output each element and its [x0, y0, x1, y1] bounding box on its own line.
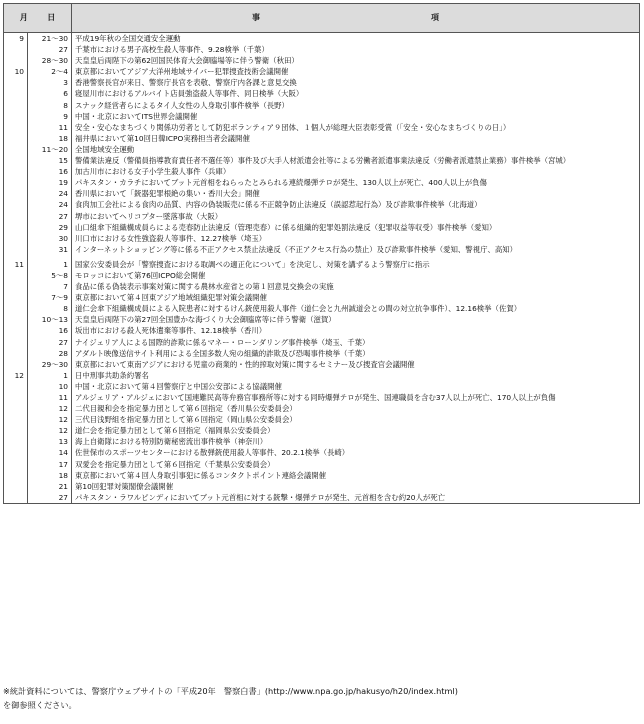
- cell-event: モロッコにおいて第76回ICPO総会開催: [72, 270, 640, 281]
- table-row: [4, 314, 640, 325]
- cell-day: 11～20: [28, 144, 72, 155]
- table-row: [4, 155, 640, 166]
- cell-day: 21: [28, 481, 72, 492]
- table-row: [4, 292, 640, 303]
- table-row: [4, 459, 640, 470]
- cell-day: 9: [28, 111, 72, 122]
- cell-month: [4, 44, 28, 55]
- cell-month: [4, 447, 28, 458]
- table-row: [4, 303, 640, 314]
- cell-day: 16: [28, 325, 72, 336]
- cell-day: 7: [28, 281, 72, 292]
- table-row: [4, 211, 640, 222]
- table-row: [4, 222, 640, 233]
- cell-day: 13: [28, 436, 72, 447]
- cell-event: 警備業法違反（警備員指導教育責任者不選任等）事件及び大手人材派遣会社等による労働者派遣事業法違反（労働者派遣禁止業務）事件検挙（宮城）: [72, 155, 640, 166]
- cell-event: 全国地域安全運動: [72, 144, 640, 155]
- cell-day: 12: [28, 425, 72, 436]
- cell-month: [4, 166, 28, 177]
- table-row: [4, 392, 640, 403]
- cell-day: 11: [28, 392, 72, 403]
- cell-day: 12: [28, 403, 72, 414]
- table-row: [4, 233, 640, 244]
- cell-month: [4, 292, 28, 303]
- cell-month: [4, 111, 28, 122]
- cell-month: [4, 122, 28, 133]
- cell-month: [4, 392, 28, 403]
- table-row: [4, 481, 640, 492]
- cell-day: 29～30: [28, 359, 72, 370]
- cell-day: 8: [28, 303, 72, 314]
- cell-month: [4, 492, 28, 504]
- table-row: [4, 244, 640, 255]
- cell-event: ナイジェリア人による国際的詐欺に係るマネー・ローンダリング事件検挙（埼玉、千葉）: [72, 337, 640, 348]
- cell-month: [4, 325, 28, 336]
- cell-day: 24: [28, 199, 72, 210]
- cell-event: 食肉加工会社による食肉の品質、内容の偽装販売に係る不正競争防止法違反（誤認惹起行為）及び詐欺事件検挙（北海道）: [72, 199, 640, 210]
- table-row: [4, 348, 640, 359]
- cell-day: 12: [28, 414, 72, 425]
- cell-event: 東京都において東南アジアにおける児童の商業的・性的搾取対策に関するセミナー及び捜査官会議開催: [72, 359, 640, 370]
- cell-day: 30: [28, 233, 72, 244]
- cell-month: [4, 100, 28, 111]
- cell-event: パキスタン・カラチにおいてブット元首相をねらったとみられる連続爆弾テロが発生、130人以上が死亡、400人以上が負傷: [72, 177, 640, 188]
- table-row: [4, 259, 640, 270]
- cell-month: [4, 337, 28, 348]
- cell-day: 11: [28, 122, 72, 133]
- cell-event: 第10回犯罪対策閣僚会議開催: [72, 481, 640, 492]
- cell-event: 堺市においてヘリコプター墜落事故（大阪）: [72, 211, 640, 222]
- cell-month: [4, 314, 28, 325]
- cell-day: 27: [28, 44, 72, 55]
- table-row: [4, 33, 640, 45]
- cell-month: [4, 144, 28, 155]
- header-event: [72, 4, 640, 33]
- header-month: 月: [19, 13, 28, 23]
- cell-day: 10～13: [28, 314, 72, 325]
- cell-month: [4, 348, 28, 359]
- header-event-a: 事: [252, 13, 260, 23]
- cell-event: 国家公安委員会が「警察捜査における取調べの適正化について」を決定し、対策を講ずるよう警察庁に指示: [72, 259, 640, 270]
- cell-event: 日中刑事共助条約署名: [72, 370, 640, 381]
- cell-event: 安全・安心なまちづくり関係功労者として防犯ボランティア９団体、１個人が総理大臣表彰受賞（「安全・安心なまちづくりの日」）: [72, 122, 640, 133]
- cell-event: 道仁会を指定暴力団として第６回指定（福岡県公安委員会）: [72, 425, 640, 436]
- cell-month: [4, 425, 28, 436]
- table-row: [4, 414, 640, 425]
- cell-event: 加古川市における女子小学生殺人事件（兵庫）: [72, 166, 640, 177]
- header-event-b: 項: [431, 13, 439, 23]
- cell-event: スナック経営者らによるタイ人女性の人身取引事件検挙（長野）: [72, 100, 640, 111]
- cell-day: 28: [28, 348, 72, 359]
- table-row: [4, 470, 640, 481]
- cell-day: 16: [28, 166, 72, 177]
- cell-day: 28～30: [28, 55, 72, 66]
- cell-month: 12: [4, 370, 28, 381]
- table-row: [4, 111, 640, 122]
- footnote-line-1: ※統計資料については、警察庁ウェブサイトの「平成20年 警察白書」(http://www.npa.go.jp/hakusyo/h20/index.html): [3, 686, 458, 696]
- header-day: 日: [47, 13, 56, 23]
- cell-month: [4, 244, 28, 255]
- table-body: [4, 33, 640, 504]
- cell-event: 二代目親和会を指定暴力団として第６回指定（香川県公安委員会）: [72, 403, 640, 414]
- cell-month: [4, 459, 28, 470]
- table-row: [4, 425, 640, 436]
- table-row: [4, 55, 640, 66]
- cell-month: [4, 222, 28, 233]
- cell-month: 9: [4, 33, 28, 45]
- cell-month: [4, 55, 28, 66]
- cell-day: 2～4: [28, 66, 72, 77]
- cell-day: 8: [28, 100, 72, 111]
- cell-month: [4, 359, 28, 370]
- footnote-line-2: を御参照ください。: [3, 700, 77, 710]
- table-row: [4, 199, 640, 210]
- cell-day: 1: [28, 370, 72, 381]
- cell-month: [4, 381, 28, 392]
- cell-event: 山口組傘下組織構成員らによる売春防止法違反（管理売春）に係る組織的犯罪処罰法違反（犯罪収益等収受）事件検挙（愛知）: [72, 222, 640, 233]
- cell-month: 11: [4, 259, 28, 270]
- cell-month: [4, 414, 28, 425]
- cell-event: 双愛会を指定暴力団として第６回指定（千葉県公安委員会）: [72, 459, 640, 470]
- cell-month: [4, 133, 28, 144]
- cell-event: 中国・北京において第４回警察庁と中国公安部による協議開催: [72, 381, 640, 392]
- cell-day: 7～9: [28, 292, 72, 303]
- table-header-row: [4, 4, 640, 33]
- cell-day: 29: [28, 222, 72, 233]
- cell-month: [4, 77, 28, 88]
- cell-day: 5～8: [28, 270, 72, 281]
- cell-month: [4, 281, 28, 292]
- cell-day: 10: [28, 381, 72, 392]
- cell-month: [4, 303, 28, 314]
- table-row: [4, 325, 640, 336]
- cell-day: 18: [28, 470, 72, 481]
- table-row: [4, 100, 640, 111]
- table-row: [4, 77, 640, 88]
- table-row: [4, 166, 640, 177]
- table-row: [4, 436, 640, 447]
- table-row: [4, 133, 640, 144]
- table-row: [4, 88, 640, 99]
- table-row: [4, 44, 640, 55]
- cell-event: 三代目浅野組を指定暴力団として第６回指定（岡山県公安委員会）: [72, 414, 640, 425]
- cell-event: 平成19年秋の全国交通安全運動: [72, 33, 640, 45]
- cell-month: [4, 270, 28, 281]
- cell-event: 千葉市における男子高校生殺人等事件、9.28検挙（千葉）: [72, 44, 640, 55]
- table-row: [4, 447, 640, 458]
- cell-event: 道仁会傘下組織構成員による入院患者に対するけん銃使用殺人事件（道仁会と九州誠道会との間の対立抗争事件）、12.16検挙（佐賀）: [72, 303, 640, 314]
- cell-month: [4, 436, 28, 447]
- cell-event: アルジェリア・アルジェにおいて国連難民高等弁務官事務所等に対する同時爆弾テロが発生、国連職員を含む37人以上が死亡、170人以上が負傷: [72, 392, 640, 403]
- table-row: [4, 492, 640, 504]
- cell-event: インターネットショッピング等に係る不正アクセス禁止法違反（不正アクセス行為の禁止）及び詐欺事件検挙（愛知、警視庁、高知）: [72, 244, 640, 255]
- cell-day: 21～30: [28, 33, 72, 45]
- cell-event: 福井県において第10回日韓ICPO実務担当者会議開催: [72, 133, 640, 144]
- cell-day: 27: [28, 337, 72, 348]
- cell-day: 3: [28, 77, 72, 88]
- cell-event: 坂出市における殺人死体遺棄等事件、12.18検挙（香川）: [72, 325, 640, 336]
- cell-event: アダルト映像送信サイト利用による全国多数人宛の組織的詐欺及び恐喝事件検挙（千葉）: [72, 348, 640, 359]
- cell-event: 川口市における女性強盗殺人等事件、12.27検挙（埼玉）: [72, 233, 640, 244]
- table-row: [4, 403, 640, 414]
- cell-month: [4, 188, 28, 199]
- cell-event: 海上自衛隊における特別防衛秘密流出事件検挙（神奈川）: [72, 436, 640, 447]
- cell-day: 24: [28, 188, 72, 199]
- header-date: [4, 4, 72, 33]
- table-row: [4, 188, 640, 199]
- cell-event: 香港警察長官が来日、警察庁長官を表敬、警察庁内各課と意見交換: [72, 77, 640, 88]
- cell-event: 食品に係る偽装表示事案対策に関する農林水産省との第１回意見交換会の実施: [72, 281, 640, 292]
- cell-month: [4, 403, 28, 414]
- table-row: [4, 270, 640, 281]
- cell-day: 31: [28, 244, 72, 255]
- cell-day: 1: [28, 259, 72, 270]
- cell-month: [4, 481, 28, 492]
- cell-month: [4, 470, 28, 481]
- cell-event: 寝屋川市におけるアルバイト店員強盗殺人等事件、同日検挙（大阪）: [72, 88, 640, 99]
- cell-event: 天皇皇后両陛下の第62回国民体育大会御臨場等に伴う警衛（秋田）: [72, 55, 640, 66]
- table-row: [4, 144, 640, 155]
- cell-event: 東京都においてアジア大洋州地域サイバー犯罪捜査技術会議開催: [72, 66, 640, 77]
- cell-day: 27: [28, 211, 72, 222]
- table-row: [4, 337, 640, 348]
- cell-day: 18: [28, 133, 72, 144]
- cell-event: 佐世保市のスポーツセンターにおける散弾銃使用殺人等事件、20.2.1検挙（長崎）: [72, 447, 640, 458]
- table-row: [4, 370, 640, 381]
- cell-day: 17: [28, 459, 72, 470]
- footnote: [3, 684, 639, 712]
- cell-month: 10: [4, 66, 28, 77]
- table-row: [4, 281, 640, 292]
- chronology-table: [3, 3, 640, 504]
- cell-event: パキスタン・ラワルピンディにおいてブット元首相に対する銃撃・爆弾テロが発生、元首相を含む約20人が死亡: [72, 492, 640, 504]
- cell-event: 東京都において第４回東アジア地域組織犯罪対策会議開催: [72, 292, 640, 303]
- cell-event: 中国・北京においてITS世界会議開催: [72, 111, 640, 122]
- cell-event: 天皇皇后両陛下の第27回全国豊かな海づくり大会御臨席等に伴う警衛（滋賀）: [72, 314, 640, 325]
- cell-day: 19: [28, 177, 72, 188]
- cell-month: [4, 155, 28, 166]
- cell-day: 15: [28, 155, 72, 166]
- table-row: [4, 381, 640, 392]
- cell-day: 14: [28, 447, 72, 458]
- cell-day: 6: [28, 88, 72, 99]
- cell-day: 27: [28, 492, 72, 504]
- cell-month: [4, 177, 28, 188]
- table-row: [4, 66, 640, 77]
- table-row: [4, 177, 640, 188]
- table-row: [4, 122, 640, 133]
- cell-month: [4, 233, 28, 244]
- cell-month: [4, 88, 28, 99]
- table-row: [4, 359, 640, 370]
- cell-month: [4, 199, 28, 210]
- cell-event: 東京都において第４回人身取引事犯に係るコンタクトポイント連絡会議開催: [72, 470, 640, 481]
- cell-event: 香川県において「銃器犯罪根絶の集い・香川大会」開催: [72, 188, 640, 199]
- cell-month: [4, 211, 28, 222]
